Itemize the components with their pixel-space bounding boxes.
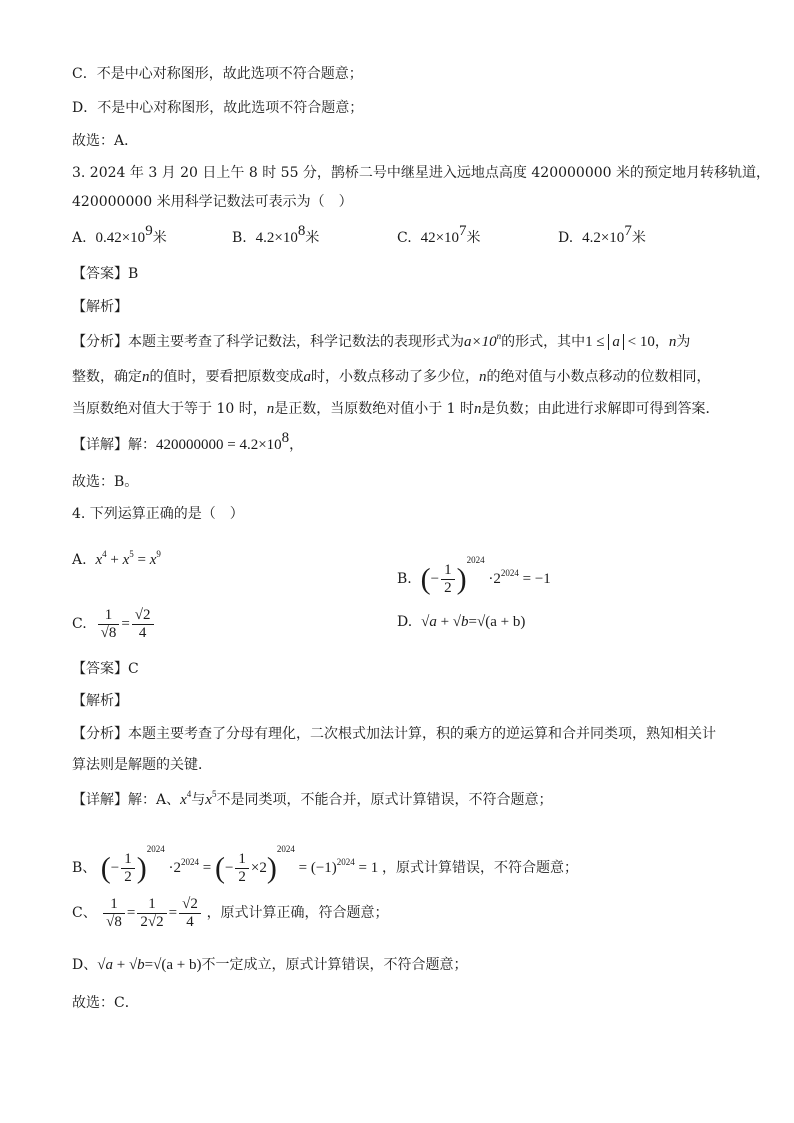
detail-line-d: D、√a + √b=√(a + b)不一定成立，原式计算错误，不符合题意； xyxy=(72,957,468,973)
analysis-line: 【分析】本题主要考查了科学记数法，科学记数法的表现形式为$a\times 10^n$的形式，其中1 ≤ a < 10，n为 xyxy=(72,331,691,350)
option-a: A. $0.42\times 10^9$米 xyxy=(72,223,167,246)
jiexi-label: 【解析】 xyxy=(72,693,128,709)
text-line: C．不是中心对称图形，故此选项不符合题意； xyxy=(72,66,363,82)
analysis-line: 【分析】本题主要考查了分母有理化，二次根式加法计算，积的乘方的逆运算和合并同类项，熟知相关计 xyxy=(72,726,716,742)
q4-option-c: C. $\frac{1}{√8}$ = $\frac{√2}{4}$ xyxy=(72,602,156,646)
analysis-line: 整数，确定n的值时，要看把原数变成a时，小数点移动了多少位，n的绝对值与小数点移动的位数相同， xyxy=(72,369,711,385)
q4-option-a: A. $x^4 + x^5 = x^9$ xyxy=(72,549,161,568)
text-line: 故选：A． xyxy=(72,133,139,149)
analysis-line: 当原数绝对值大于等于 10 时，n是正数，当原数绝对值小于 1 时n是负数；由此进行求解即可得到答案． xyxy=(72,401,720,417)
option-c: C. $42\times 10^7$米 xyxy=(397,223,481,246)
detail-line-a: 【详解】解：A、$x^4$与$x^5$不是同类项，不能合并，原式计算错误，不符合题意； xyxy=(72,789,553,808)
q4-option-b: B. (− $\frac{1}{2}$ )$^{2024} \cdot 2^{2024} = -1$ xyxy=(397,555,551,597)
detail-line: 【详解】解：$420000000 = 4.2\times 10^8$， xyxy=(72,430,304,453)
jiexi-label: 【解析】 xyxy=(72,299,128,315)
analysis-line: 算法则是解题的关键． xyxy=(72,757,212,773)
question-3-text: 420000000 米用科学记数法可表示为（ ） xyxy=(72,194,353,210)
answer-label: 【答案】C xyxy=(72,661,139,677)
text-line: D．不是中心对称图形，故此选项不符合题意； xyxy=(72,100,364,116)
detail-line-b: B、 (− $\frac{1}{2}$ )$^{2024} \cdot 2^{2024}$ = (− $\frac{1}{2}$ $\times 2)^{2024} = (-1)^{2024} = 1$ ，原式计算错误，不符合题意； xyxy=(72,844,579,886)
option-b: B. $4.2\times 10^8$米 xyxy=(232,223,320,246)
answer-label: 【答案】B xyxy=(72,266,139,282)
option-d: D. $4.2\times 10^7$米 xyxy=(558,223,646,246)
question-4-text: 4. 下列运算正确的是（ ） xyxy=(72,506,244,522)
detail-line-c: C、 $\frac{1}{√8}$ = $\frac{1}{2√2}$ = $\frac{√2}{4}$ ，原式计算正确，符合题意； xyxy=(72,896,389,931)
select-line: 故选：B。 xyxy=(72,474,139,490)
select-line: 故选：C． xyxy=(72,995,139,1011)
question-3-text: 3. 2024 年 3 月 20 日上午 8 时 55 分，鹊桥二号中继星进入远地点高度 420000000 米的预定地月转移轨道， xyxy=(72,165,770,181)
q4-option-d: D. √a + √b=√(a + b) xyxy=(397,614,526,630)
